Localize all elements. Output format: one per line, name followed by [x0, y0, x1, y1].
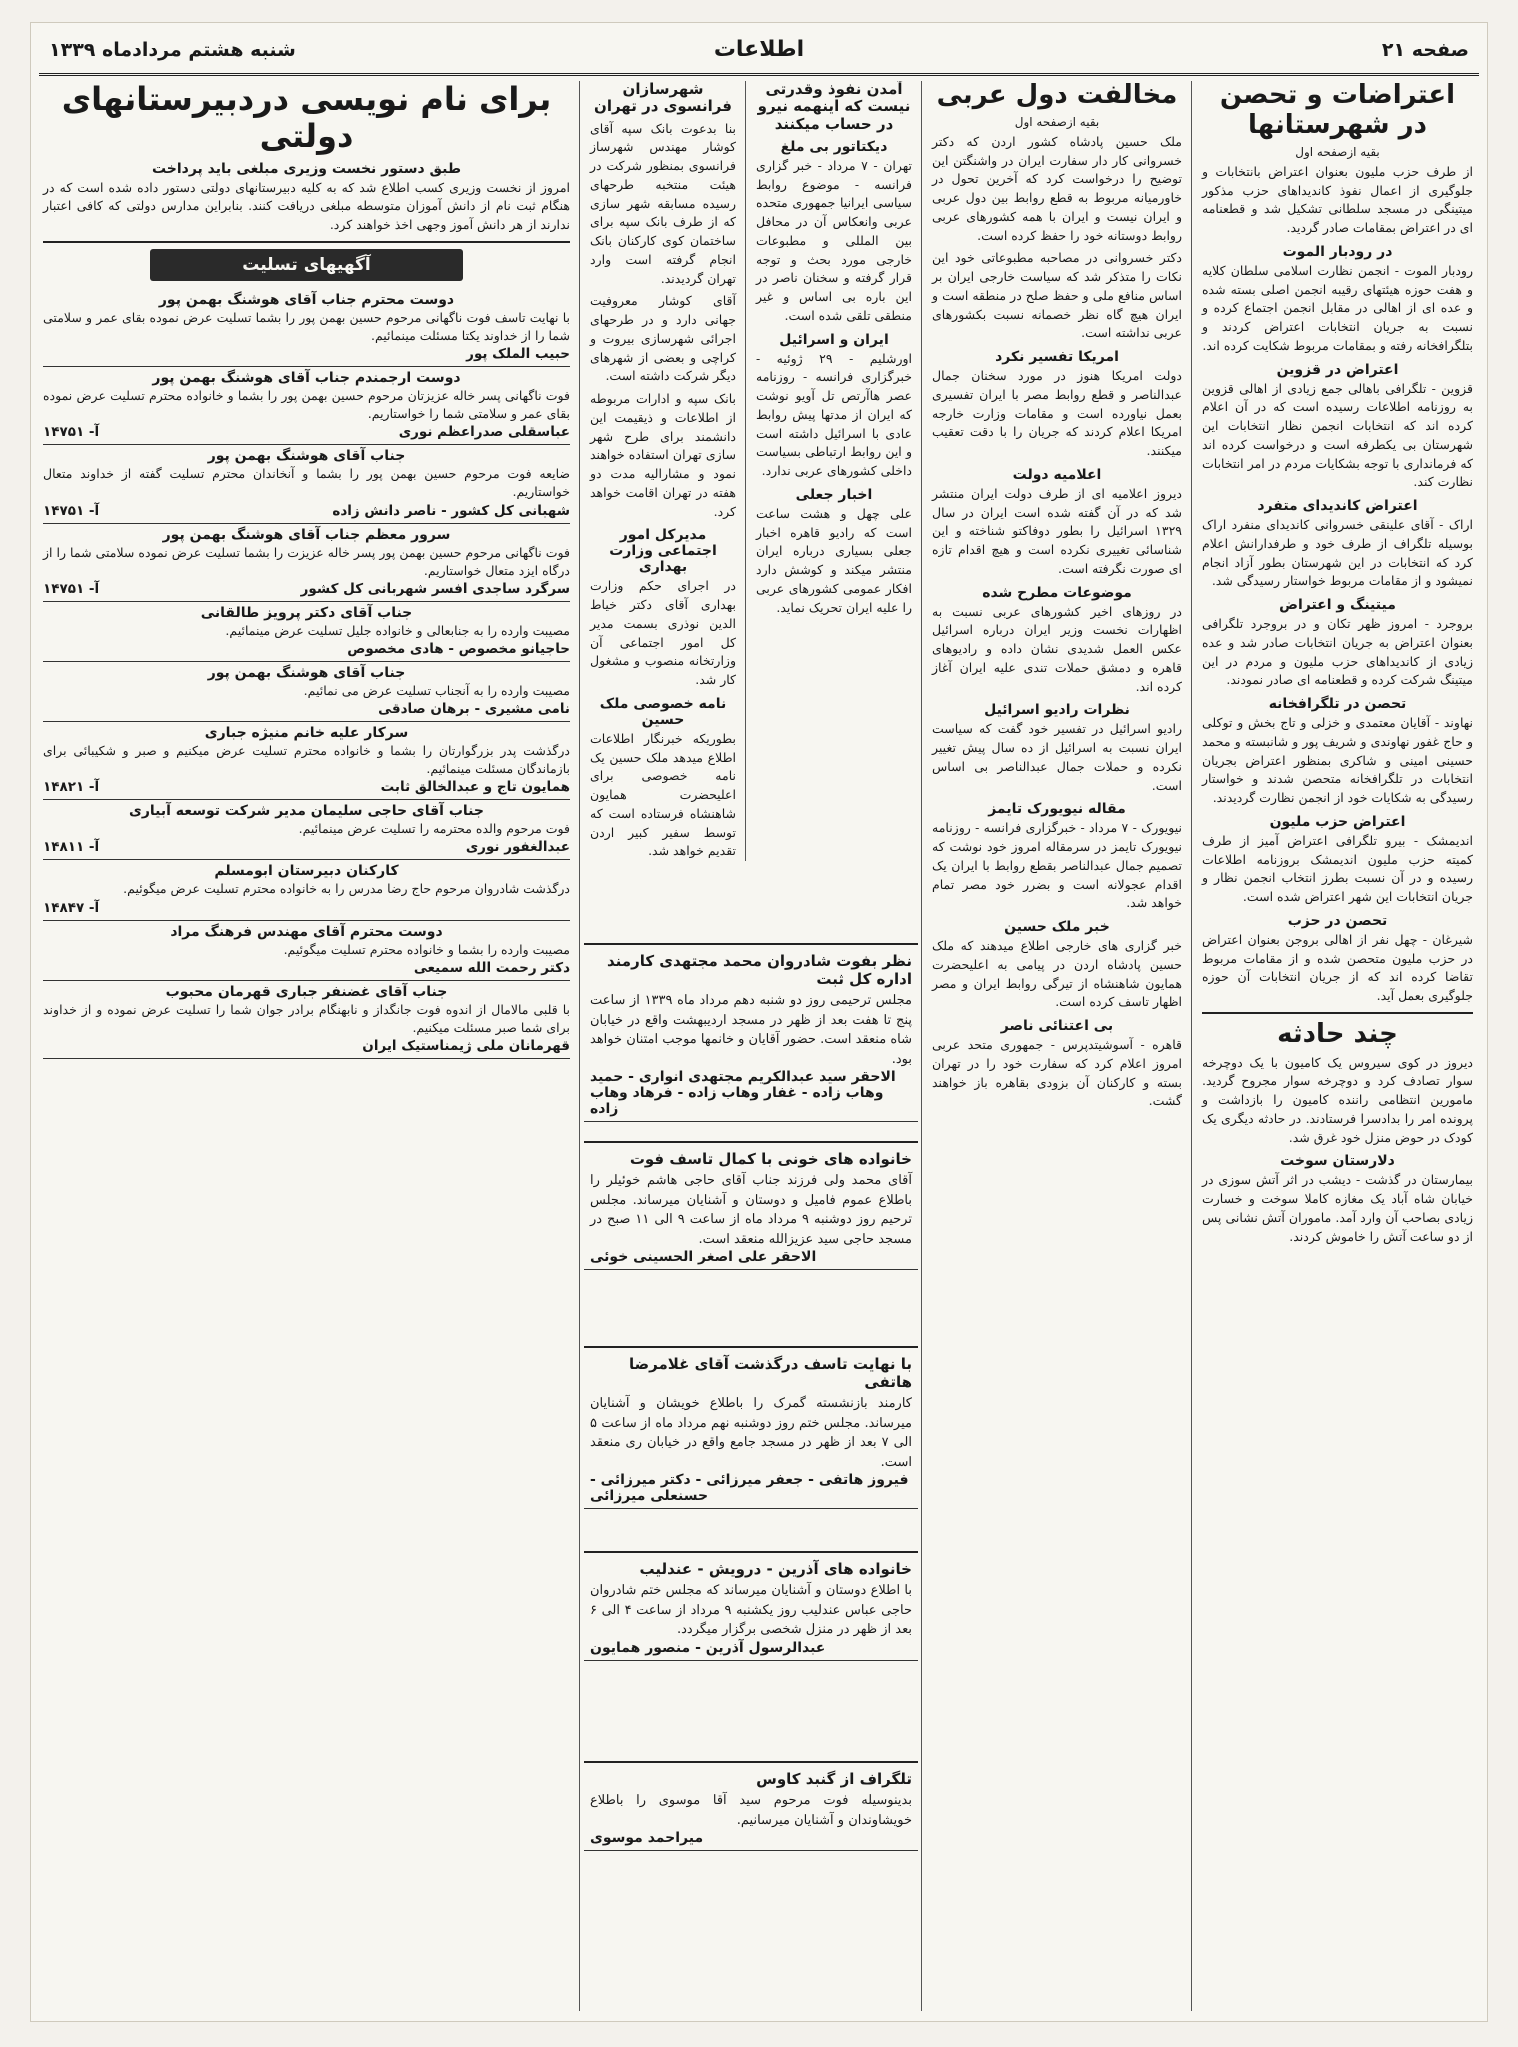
notice-code: آ- ۱۴۷۵۱	[43, 580, 100, 597]
urbanists-paragraph: بنا بدعوت بانک سپه آقای کوشار مهندس شهرساز فرانسوی بمنظور شرکت در هیئت منتخبه طرحهای رسیده مسابقه شهر سازی که از طرف بانک سپه برای ساختمان کوی کارکنان بانک انجام گرفته است وارد تهران گردیدند.	[590, 120, 736, 286]
notice-body: با نهایت تاسف فوت ناگهانی مرحوم حسین بهمن پور را بشما تسلیت عرض نموده بقای عمر و سلامتی شما را از خداوند یکتا مسئلت مینمائیم.	[43, 309, 570, 343]
notice-signature: دکتر رحمت الله سمیعی	[413, 959, 570, 976]
notice-title: کارکنان دبیرستان ابومسلم	[214, 863, 399, 880]
section-title: اعلامیه دولت	[1012, 466, 1102, 483]
condolence-notice	[43, 921, 570, 981]
section-title: اعتراض حزب ملیون	[1269, 813, 1406, 830]
section-title: امریکا تفسیر نکرد	[995, 349, 1119, 366]
obituary-wide	[584, 1141, 918, 1270]
notice-body: کارمند بازنشسته گمرک را باطلاع خویشان و آشنایان میرساند. مجلس ختم روز دوشنبه نهم مرداد ماه از ساعت ۵ الی ۷ بعد از ظهر در مسجد جامع واقع در خیابان ری منعقد است.	[590, 1396, 912, 1470]
section-body: در اجرای حکم وزارت بهداری آقای دکتر خیاط الدین نوذری بسمت مدیر کل امور اجتماعی آن وزارتخانه منصوب و مشغول کار شد.	[590, 578, 736, 687]
school-paragraph: امروز از نخست وزیری کسب اطلاع شد که به کلیه دبیرستانهای دولتی دستور داده شده است که در هنگام ثبت نام از دانش آموزان متوسطه مبلغی دریافت کنند. بنابراین مدارس دولتی که کافی اعتبار ندارند از هر دانش آموز وجهی اخذ خواهند کرد.	[43, 179, 570, 233]
notice-body: درگذشت پدر بزرگوارتان را بشما و خانواده محترم تسلیت عرض میکنیم و صبر و شکیبائی برای بازماندگان مسئلت مینمائیم.	[43, 743, 570, 777]
notice-body: فوت ناگهانی مرحوم حسین بهمن پور پسر خاله عزیزت را بشما تسلیت عرض نموده سلامتی شما را از درگاه ایزد متعال خواستاریم.	[43, 544, 570, 578]
section-title: در رودبار الموت	[1282, 243, 1393, 260]
section-body: قاهره - آسوشیتدپرس - جمهوری متحد عربی امروز اعلام کرد که سفارت خود را در تهران بسته و کارکنان آن بزودی بقاهره باز خواهند گشت.	[932, 1037, 1182, 1109]
section-body: نهاوند - آقایان معتمدی و خزلی و تاج بخش و توکلی و حاج غفور نهاوندی و شریف پور و شانبسته و محمد حسینی امینی و شاکری بمنظور اعتراض بجریان انتخابات در تلگرافخانه متحصن شدند و خواستار رسیدگی به شکایات خود از انجمن نظارت گردیدند.	[1202, 715, 1473, 806]
notice-code: آ- ۱۴۸۴۷	[43, 899, 100, 916]
section-title: ایران و اسرائیل	[779, 331, 889, 348]
section-body: قزوین - تلگرافی باهالی جمع زیادی از اهالی قزوین به روزنامه اطلاعات رسیده است که در آن اعلام کرده اند که انتخابات انجمن نظار انتخابات این شهرستان بی یکطرفه است و درخواست کرده اند که فرمانداری با توجه بشکایات مردم در امر انتخابات نظارت کند.	[1202, 380, 1473, 490]
notice-footer	[43, 839, 570, 855]
notice-body: مجلس ترحیمی روز دو شنبه دهم مرداد ماه ۱۳۳۹ از ساعت پنج تا هفت بعد از ظهر در مسجد اردیبهشت واقع در خیابان شاه منعقد است. حضور آقایان و خانمها موجب امتنان خواهد بود.	[590, 993, 913, 1067]
notice-title: دوست محترم آقای مهندس فرهنگ مراد	[170, 923, 443, 940]
condolence-notice	[43, 860, 570, 920]
notice-body: مصیبت وارده را به جنابعالی و خانواده جلیل تسلیت عرض مینمائیم.	[225, 622, 570, 638]
column-urbanists	[584, 81, 742, 861]
notice-footer	[43, 581, 570, 597]
section-body: اراک - آقای علینقی خسروانی کاندیدای منفرد اراک بوسیله تلگراف از طرف خود و طرفدارانش اعلام کرد که انتخابات در این شهرستان بطور آزاد انجام نمیشود و از مقامات مربوط خواستار رسیدگی شد.	[1202, 517, 1473, 589]
notice-body: فوت ناگهانی پسر خاله عزیزتان مرحوم حسین بهمن پور را بشما و خانواده محترم تسلیت عرض نموده بقای عمر و سلامتی شما را خواستاریم.	[43, 388, 570, 422]
section-body: خبر گزاری های خارجی اطلاع میدهند که ملک حسین پادشاه اردن در پیامی به اعلیحضرت همایون شاهنشاه از تیرگی روابط ایران و مصر اظهار تاسف کرده است.	[932, 938, 1182, 1010]
dictator-paragraph: تهران - ۷ مرداد - خبر گزاری فرانسه - موضوع روابط سیاسی ایرانیا جمهوری متحده عربی وانعکاس آن در محافل بین المللی و مطبوعات خارجی مورد بحث و توجه قرار گرفته و سخنان ناصر در این باره بی اساس و غیر منطقی تلقی شده است.	[756, 157, 912, 323]
notice-title: دوست ارجمندم جناب آقای هوشنگ بهمن پور	[152, 370, 461, 387]
notice-title: دوست محترم جناب آقای هوشنگ بهمن پور	[158, 291, 455, 308]
notice-signature: حاجیانو مخصوص - هادی مخصوص	[347, 640, 570, 657]
section-title: تحصن در حزب	[1287, 912, 1388, 929]
column-rule	[1191, 81, 1192, 2011]
page-number: صفحه ۲۱	[1381, 39, 1469, 61]
notice-title: سرکار علیه خانم منیژه جباری	[204, 725, 409, 742]
obituary-wide	[584, 1551, 918, 1661]
column-protests	[1196, 81, 1479, 2011]
condolence-notice	[43, 722, 570, 800]
notice-signature: عبدالغفور نوری	[465, 839, 570, 856]
condolence-notice	[43, 524, 570, 602]
notice-footer	[43, 346, 570, 362]
urbanists-paragraph: آقای کوشار معروفیت جهانی دارد و در طرحهای اجرائی شهرسازی بیروت و کراچی و بعضی از شهرهای دیگر شرکت داشته است.	[590, 293, 736, 384]
condolence-banner: آگهیهای تسلیت	[150, 249, 464, 281]
section-body: اندیمشک - بیرو تلگرافی اعتراض آمیز از طرف کمیته حزب ملیون اندیمشک بروزنامه اطلاعات رسیده و در آن نسبت بطرز انتخاب انجمن نظار و جریان انتخابات این شهر اعتراض شده است.	[1202, 832, 1473, 905]
date-line: شنبه هشتم مردادماه ۱۳۳۹	[49, 39, 296, 61]
notice-signature: میراحمد موسوی	[590, 1830, 704, 1846]
section-title: نظرات رادیو اسرائیل	[984, 702, 1130, 719]
notice-footer	[43, 701, 570, 717]
obituary-wide	[584, 1761, 918, 1851]
notice-title: نظر بفوت شادروان محمد مجتهدی کارمند اداره کل ثبت	[607, 952, 912, 988]
notice-code: آ- ۱۴۷۵۱	[43, 424, 100, 441]
notice-body: فوت مرحوم والده محترمه را تسلیت عرض مینمائیم.	[298, 821, 570, 837]
newspaper-page	[30, 22, 1488, 2022]
section-title: خبر ملک حسین	[1004, 919, 1110, 936]
divider	[1202, 1012, 1473, 1014]
notice-title: سرور معظم جناب آقای هوشنگ بهمن پور	[162, 526, 451, 543]
protests-headline: اعتراضات و تحصن در شهرستانها	[1219, 81, 1456, 140]
notice-signature: فیروز هاتفی - جعفر میرزائی - دکتر میرزائی - حسنعلی میرزائی	[590, 1472, 909, 1504]
notice-title: جناب آقای غضنفر جباری قهرمان محبوب	[165, 983, 448, 1000]
notice-footer	[43, 641, 570, 657]
incidents-headline: چند حادثه	[1277, 1018, 1398, 1049]
notice-body: درگذشت شادروان مرحوم حاج رضا مدرس را به خانواده محترم تسلیت عرض میگوئیم.	[123, 881, 570, 897]
section-body: در روزهای اخیر کشورهای عربی نسبت به اظهارات نخست وزیر ایران درباره اسرائیل عکس العمل شدیدی نشان داده و رادیوهای قاهره و دمشق حملات تندی علیه ایران آغاز کرده اند.	[932, 603, 1182, 694]
notice-title: جناب آقای هوشنگ بهمن پور	[207, 664, 406, 681]
section-title: اعتراض در قزوین	[1276, 361, 1399, 378]
section-body: نیویورک - ۷ مرداد - خبرگزاری فرانسه - روزنامه نیویورک تایمز در سرمقاله امروز خود نوشت که تصمیم جمال عبدالناصر بقطع روابط با ایران یک اقدام عجولانه است و بضرر خود مصر تمام خواهد شد.	[932, 820, 1182, 911]
section-body: دیروز اعلامیه ای از طرف دولت ایران منتشر شد که در آن گفته شده است ایران در سال ۱۳۲۹ اسرائیل را بطور دوفاکتو شناخته و این شناسائی تغییری نکرده است و هیچ اقدام تازه ای صورت نگرفته است.	[932, 485, 1182, 576]
notice-signature: نامی مشیری - برهان صادقی	[378, 701, 570, 718]
urbanists-paragraph: بانک سپه و ادارات مربوطه از اطلاعات و ذیقیمت این دانشمند برای طرح شهر سازی تهران استفاده خواهند نمود و مشارالیه مدت دو هفته در تهران اقامت خواهد کرد.	[590, 391, 736, 519]
condolence-notice	[43, 367, 570, 445]
section-body: دولت امریکا هنوز در مورد سخنان جمال عبدالناصر و قطع روابط مصر با ایران تفسیری بعمل نیاورده است و مقامات وزارت خارجه امریکا اعلام کردند که جریان را با دقت تعقیب میکنند.	[932, 368, 1182, 459]
dictator-headline: آمدن نفوذ وقدرتی نیست که اینهمه نیرو در حساب میکنند	[757, 81, 911, 133]
divider	[43, 241, 570, 243]
notice-title: خانواده های آذرین - درویش - عندلیب	[639, 1560, 912, 1578]
section-body: علی چهل و هشت ساعت است که رادیو قاهره اخبار جعلی بسیاری درباره ایران منتشر میکند و کوشش دارد افکار عمومی کشورهای عربی را علیه ایران تحریک نماید.	[756, 505, 912, 615]
notice-signature: همایون تاج و عبدالخالق ثابت	[380, 779, 570, 796]
notice-footer	[43, 424, 570, 440]
section-title: مدیرکل امور اجتماعی وزارت بهداری	[609, 527, 717, 576]
school-headline: برای نام نویسی دردبیرستانهای دولتی	[61, 81, 552, 155]
condolence-notice	[43, 445, 570, 523]
notice-title: تلگراف از گنبد کاوس	[756, 1770, 912, 1788]
columns	[39, 81, 1479, 2011]
dictator-byline: دیکتاتور بی ملغ	[780, 138, 888, 155]
notice-code: آ- ۱۴۸۱۱	[43, 839, 100, 856]
arab-continued: بقیه ازصفحه اول	[1014, 114, 1100, 129]
notice-footer	[43, 779, 570, 795]
section-body: بطوریکه خبرنگار اطلاعات اطلاع میدهد ملک حسین یک نامه خصوصی برای اعلیحضرت همایون شاهنشاه فرستاده است که توسط سفیر کبیر اردن تقدیم خواهد شد.	[590, 730, 736, 859]
paper-name: اطلاعات	[713, 37, 805, 62]
notice-body: با قلبی مالامال از اندوه فوت جانگداز و نابهنگام برادر جوان شما را تسلیت عرض نموده و از خداوند برای شما صبر مسئلت میکنیم.	[43, 1001, 570, 1035]
column-rule	[921, 81, 922, 2011]
urbanists-headline: شهرسازان فرانسوی در تهران	[594, 81, 732, 116]
section-body: شیرغان - چهل نفر از اهالی بروجن بعنوان اعتراض در حزب ملیون متحصن شده و از مقامات مربوط تقاضا کرده اند که از جریان انتخابات آن حوزه جلوگیری بعمل آید.	[1202, 931, 1473, 1004]
section-title: دلارستان سوخت	[1280, 1153, 1395, 1170]
notice-title: با نهایت تاسف درگذشت آقای غلامرضا هاتفی	[628, 1355, 912, 1391]
section-title: موضوعات مطرح شده	[982, 584, 1132, 601]
section-title: بی اعتنائی ناصر	[1000, 1018, 1114, 1035]
school-subhead: طبق دستور نخست وزیری مبلغی باید پرداخت	[151, 160, 462, 177]
condolence-notice	[43, 662, 570, 722]
obituary-wide	[584, 1346, 918, 1509]
section-title: اخبار جعلی	[795, 486, 873, 503]
section-title: اعتراض کاندیدای متفرد	[1257, 498, 1418, 515]
notice-signature: عبدالرسول آذرین - منصور همایون	[590, 1639, 826, 1656]
notice-body: مصیبت وارده را به آنجناب تسلیت عرض می نمائیم.	[303, 682, 570, 698]
section-body: رودبار الموت - انجمن نظارت اسلامی سلطان کلایه و هفت حوزه هیئتهای رقیبه انجمن اصلی بسته شده و عده ای از اهالی در مقابل انجمن اجتماع کرده و نسبت به جریان انتخابات اعتراض کردند و بتلگرافخانه رفته و بمقامات مربوط شکایت کرده اند.	[1202, 262, 1473, 353]
notice-title: جناب آقای دکتر پرویز طالقانی	[200, 604, 413, 621]
notice-footer	[43, 503, 570, 519]
notice-signature: الاحقر سید عبدالکریم مجتهدی انواری - حمید وهاب زاده - غفار وهاب زاده - فرهاد وهاب زاده	[590, 1069, 896, 1117]
section-title: تحصن در تلگرافخانه	[1268, 696, 1407, 713]
notice-body: بدینوسیله فوت مرحوم سید آقا موسوی را باطلاع خویشاوندان و آشنایان میرسانیم.	[590, 1793, 912, 1828]
notice-title: جناب آقای هوشنگ بهمن پور	[207, 448, 406, 465]
notice-body: مصیبت وارده را بشما و خانواده محترم تسلیت میگوئیم.	[283, 941, 570, 957]
notice-title: خانواده های خونی با کمال تاسف فوت	[629, 1150, 912, 1168]
notice-signature: الاحقر علی اصغر الحسینی خوئی	[590, 1249, 817, 1265]
notice-body: با اطلاع دوستان و آشنایان میرساند که مجلس ختم شادروان حاجی عباس عندلیب روز یکشنبه ۹ مرداد از ساعت ۴ الی ۶ بعد از ظهر در منزل شخصی برگزار میگردد.	[590, 1583, 912, 1637]
protests-intro: از طرف حزب ملیون بعنوان اعتراض بانتخابات و جلوگیری از اعمال نفوذ کاندیداهای حزب مذکور میتینگی در مسجد سلطانی تشکیل شد و قطعنامه ای در اعتراض بمقامات صادر گردید.	[1202, 163, 1473, 236]
notice-signature: قهرمانان ملی ژیمناستیک ایران	[362, 1037, 570, 1054]
obituary-mojtahedi	[584, 943, 918, 1122]
notice-footer	[43, 960, 570, 976]
section-title: نامه خصوصی ملک حسین	[599, 695, 727, 728]
arab-paragraph: دکتر خسروانی در مصاحبه مطبوعاتی خود این نکات را متذکر شد که سیاست خارجی ایران بر اساس منافع ملی و حفظ صلح در منطقه است و ایران هیچ گاه نظر خصمانه نسبت بکشورهای عربی نداشته است.	[932, 250, 1182, 341]
condolence-notice	[43, 602, 570, 662]
section-title: مقاله نیویورک تایمز	[988, 801, 1126, 818]
notice-footer	[43, 1038, 570, 1054]
notice-signature: سرگرد ساجدی افسر شهربانی کل کشور	[300, 580, 570, 597]
condolence-notice	[43, 800, 570, 860]
section-body: بیمارستان در گذشت - دیشب در اثر آتش سوزی در خیابان شاه آباد یک مغازه کاملا سوخت و خسارت زیادی بصاحب آن وارد آمد. ماموران آتش نشانی پس از دو ساعت آتش را خاموش کردند.	[1202, 1172, 1473, 1244]
masthead	[39, 29, 1479, 76]
section-body: رادیو اسرائیل در تفسیر خود گفت که سیاست ایران نسبت به اسرائیل از ده سال پیش تغییر نکرده و حملات جمال عبدالناصر بی اساس است.	[932, 721, 1182, 793]
arab-headline: مخالفت دول عربی	[936, 81, 1178, 110]
incidents-body: دیروز در کوی سیروس یک کامیون با یک دوچرخه سوار تصادف کرد و دوچرخه سوار مجروح گردید. مامورین انتظامی راننده کامیون را بازداشت و پرونده امر را بدادسرا فرستادند. در حادثه دیگری یک کودک در حوض منزل خود غرق شد.	[1202, 1054, 1473, 1145]
notice-code: آ- ۱۴۷۵۱	[43, 502, 100, 519]
protests-continued: بقیه ازصفحه اول	[1295, 144, 1380, 159]
notice-title: جناب آقای حاجی سلیمان مدیر شرکت توسعه آبیاری	[129, 803, 484, 820]
notice-signature: شهبانی کل کشور - ناصر دانش زاده	[332, 502, 570, 519]
notice-signature: حبیب الملک پور	[466, 346, 570, 363]
column-rule	[579, 81, 580, 2011]
notice-body: ضایعه فوت مرحوم حسین بهمن پور را بشما و آنخاندان محترم تسلیت گفته از خداوند متعال خواستاریم.	[43, 466, 570, 500]
notice-signature: عباسقلی صدراعظم نوری	[398, 424, 570, 441]
column-school-fees	[37, 81, 576, 2011]
column-rule	[745, 81, 746, 861]
notice-footer	[43, 900, 570, 916]
section-title: میتینگ و اعتراض	[1279, 597, 1396, 614]
column-arab-states	[926, 81, 1188, 2011]
condolence-notice	[43, 981, 570, 1059]
section-body: اورشلیم - ۲۹ ژوئیه - خبرگزاری فرانسه - روزنامه عصر هاآرتص تل آویو نوشت که ایران از مدتها پیش روابط عادی با اسرائیل داشته است و این روابط ارتباطی بسیاست داخلی کشورهای عربی ندارد.	[756, 350, 912, 478]
condolence-notice	[43, 289, 570, 367]
section-body: بروجرد - امروز ظهر تکان و در بروجرد تلگرافی بعنوان اعتراض به جریان انتخابات صادر شد و عده زیادی از کاندیداهای حزب ملیون و مردم در این میتینگ شرکت کرده و قطعنامه ای صادر نمودند.	[1202, 616, 1473, 688]
arab-paragraph: ملک حسین پادشاه کشور اردن که دکتر خسروانی کار دار سفارت ایران در واشنگتن این توضیح را درخواست کرد که آخرین تحول در خاورمیانه مربوط به قطع روابط بین دول عربی و ایران نیست و ایران با همه کشورهای عربی روابط دوستانه خود را حفظ کرده است.	[932, 133, 1182, 243]
notice-body: آقای محمد ولی فرزند جناب آقای حاجی هاشم خوئیلر را باطلاع عموم فامیل و دوستان و آشنایان میرساند. مجلس ترحیم روز دوشنبه ۹ مرداد ماه از ساعت ۹ الی ۱۱ صبح در مسجد حاجی سید عزیزالله منعقد است.	[590, 1173, 912, 1247]
notice-code: آ- ۱۴۸۲۱	[43, 779, 100, 796]
